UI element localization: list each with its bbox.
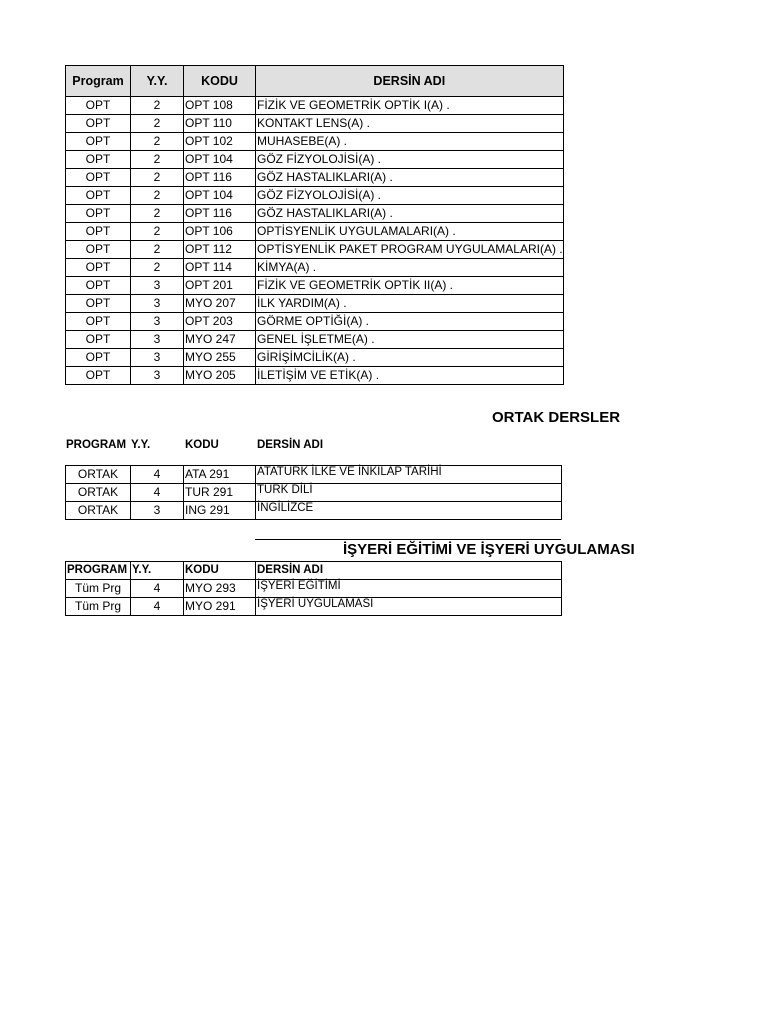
ortak-header-program: PROGRAM (66, 439, 127, 451)
isyeri-header-yy: Y.Y. (131, 562, 184, 580)
yy-cell: 3 (131, 502, 184, 520)
ortak-header-yy: Y.Y. (131, 439, 151, 451)
yy-cell: 2 (131, 241, 184, 259)
program-cell: ORTAK (66, 484, 131, 502)
ders-cell: ATATÜRK İLKE VE İNKILAP TARİHİ (256, 466, 562, 484)
program-cell: OPT (66, 313, 131, 331)
header-yy: Y.Y. (131, 66, 184, 97)
course-row (66, 367, 564, 385)
ders-cell: MUHASEBE(A) . (256, 133, 564, 151)
yy-cell: 4 (131, 484, 184, 502)
isyeri-title-clip (255, 540, 635, 561)
ders-cell: GİRİŞİMCİLİK(A) . (256, 349, 564, 367)
ders-cell: İŞYERİ EĞİTİMİ (256, 580, 562, 598)
ders-cell: İLK YARDIM(A) . (256, 295, 564, 313)
kodu-cell: OPT 104 (184, 151, 256, 169)
ders-cell: OPTİSYENLİK PAKET PROGRAM UYGULAMALARI(A) . (256, 241, 564, 259)
yy-cell: 3 (131, 367, 184, 385)
isyeri-title: İŞYERİ EĞİTİMİ VE İŞYERİ UYGULAMASI (343, 541, 635, 558)
program-cell: Tüm Prg (66, 598, 131, 616)
program-cell: OPT (66, 277, 131, 295)
ders-cell: FİZİK VE GEOMETRİK OPTİK II(A) . (256, 277, 564, 295)
course-row (66, 205, 564, 223)
kodu-cell: TUR 291 (184, 484, 256, 502)
course-row (66, 313, 564, 331)
isyeri-header-row (66, 562, 562, 580)
kodu-cell: ING 291 (184, 502, 256, 520)
ders-cell: FİZİK VE GEOMETRİK OPTİK I(A) . (256, 97, 564, 115)
ders-cell: GÖZ HASTALIKLARI(A) . (256, 205, 564, 223)
program-cell: OPT (66, 241, 131, 259)
program-cell: OPT (66, 151, 131, 169)
kodu-cell: OPT 108 (184, 97, 256, 115)
yy-cell: 2 (131, 169, 184, 187)
header-program: Program (66, 66, 131, 97)
ortak-header-kodu: KODU (185, 439, 219, 451)
kodu-cell: OPT 116 (184, 205, 256, 223)
ders-cell: GÖZ HASTALIKLARI(A) . (256, 169, 564, 187)
program-cell: ORTAK (66, 502, 131, 520)
course-row (66, 259, 564, 277)
isyeri-header-ders: DERSİN ADI (256, 562, 562, 580)
ortak-row (66, 484, 562, 502)
yy-cell: 3 (131, 331, 184, 349)
course-row (66, 133, 564, 151)
kodu-cell: MYO 205 (184, 367, 256, 385)
yy-cell: 2 (131, 151, 184, 169)
yy-cell: 2 (131, 223, 184, 241)
ders-cell: KİMYA(A) . (256, 259, 564, 277)
kodu-cell: OPT 116 (184, 169, 256, 187)
course-row (66, 169, 564, 187)
ders-cell: İNGİLİZCE (256, 502, 562, 520)
program-cell: OPT (66, 115, 131, 133)
program-cell: OPT (66, 187, 131, 205)
kodu-cell: MYO 293 (184, 580, 256, 598)
yy-cell: 4 (131, 598, 184, 616)
kodu-cell: OPT 106 (184, 223, 256, 241)
yy-cell: 3 (131, 277, 184, 295)
kodu-cell: MYO 255 (184, 349, 256, 367)
yy-cell: 3 (131, 313, 184, 331)
ortak-row (66, 466, 562, 484)
ortak-title-clip (440, 406, 621, 430)
course-table (65, 65, 564, 385)
ders-cell: GÖRME OPTİĞİ(A) . (256, 313, 564, 331)
kodu-cell: MYO 291 (184, 598, 256, 616)
isyeri-row (66, 580, 562, 598)
isyeri-header-program: PROGRAM (66, 562, 131, 580)
kodu-cell: OPT 201 (184, 277, 256, 295)
isyeri-header-kodu: KODU (184, 562, 256, 580)
course-row (66, 295, 564, 313)
course-row (66, 97, 564, 115)
ders-cell: GÖZ FİZYOLOJİSİ(A) . (256, 151, 564, 169)
yy-cell: 2 (131, 259, 184, 277)
kodu-cell: OPT 112 (184, 241, 256, 259)
program-cell: OPT (66, 97, 131, 115)
program-cell: Tüm Prg (66, 580, 131, 598)
yy-cell: 4 (131, 466, 184, 484)
course-row (66, 331, 564, 349)
yy-cell: 4 (131, 580, 184, 598)
ortak-row (66, 502, 562, 520)
program-cell: OPT (66, 367, 131, 385)
yy-cell: 3 (131, 295, 184, 313)
program-cell: OPT (66, 133, 131, 151)
yy-cell: 2 (131, 97, 184, 115)
kodu-cell: OPT 114 (184, 259, 256, 277)
program-cell: ORTAK (66, 466, 131, 484)
course-row (66, 223, 564, 241)
program-cell: OPT (66, 169, 131, 187)
kodu-cell: OPT 203 (184, 313, 256, 331)
ders-cell: TÜRK DİLİ (256, 484, 562, 502)
ortak-header-ders: DERSİN ADI (257, 439, 324, 451)
kodu-cell: OPT 104 (184, 187, 256, 205)
kodu-cell: ATA 291 (184, 466, 256, 484)
course-table-header (66, 66, 564, 97)
program-cell: OPT (66, 349, 131, 367)
yy-cell: 2 (131, 205, 184, 223)
program-cell: OPT (66, 295, 131, 313)
header-ders: DERSİN ADI (256, 66, 564, 97)
course-row (66, 115, 564, 133)
course-row (66, 277, 564, 295)
ders-cell: GÖZ FİZYOLOJİSİ(A) . (256, 187, 564, 205)
isyeri-row (66, 598, 562, 616)
kodu-cell: OPT 110 (184, 115, 256, 133)
yy-cell: 2 (131, 187, 184, 205)
program-cell: OPT (66, 331, 131, 349)
yy-cell: 2 (131, 115, 184, 133)
yy-cell: 2 (131, 133, 184, 151)
ders-cell: GENEL İŞLETME(A) . (256, 331, 564, 349)
ortak-table (65, 465, 562, 520)
course-row (66, 349, 564, 367)
ders-cell: İLETİŞİM VE ETİK(A) . (256, 367, 564, 385)
program-cell: OPT (66, 259, 131, 277)
header-kodu: KODU (184, 66, 256, 97)
isyeri-table (65, 561, 562, 616)
kodu-cell: MYO 207 (184, 295, 256, 313)
program-cell: OPT (66, 223, 131, 241)
ortak-title: ORTAK DERSLER (492, 409, 621, 426)
kodu-cell: MYO 247 (184, 331, 256, 349)
kodu-cell: OPT 102 (184, 133, 256, 151)
course-row (66, 241, 564, 259)
ders-cell: KONTAKT LENS(A) . (256, 115, 564, 133)
yy-cell: 3 (131, 349, 184, 367)
course-row (66, 187, 564, 205)
ders-cell: İŞYERİ UYGULAMASI (256, 598, 562, 616)
course-row (66, 151, 564, 169)
program-cell: OPT (66, 205, 131, 223)
ders-cell: OPTİSYENLİK UYGULAMALARI(A) . (256, 223, 564, 241)
